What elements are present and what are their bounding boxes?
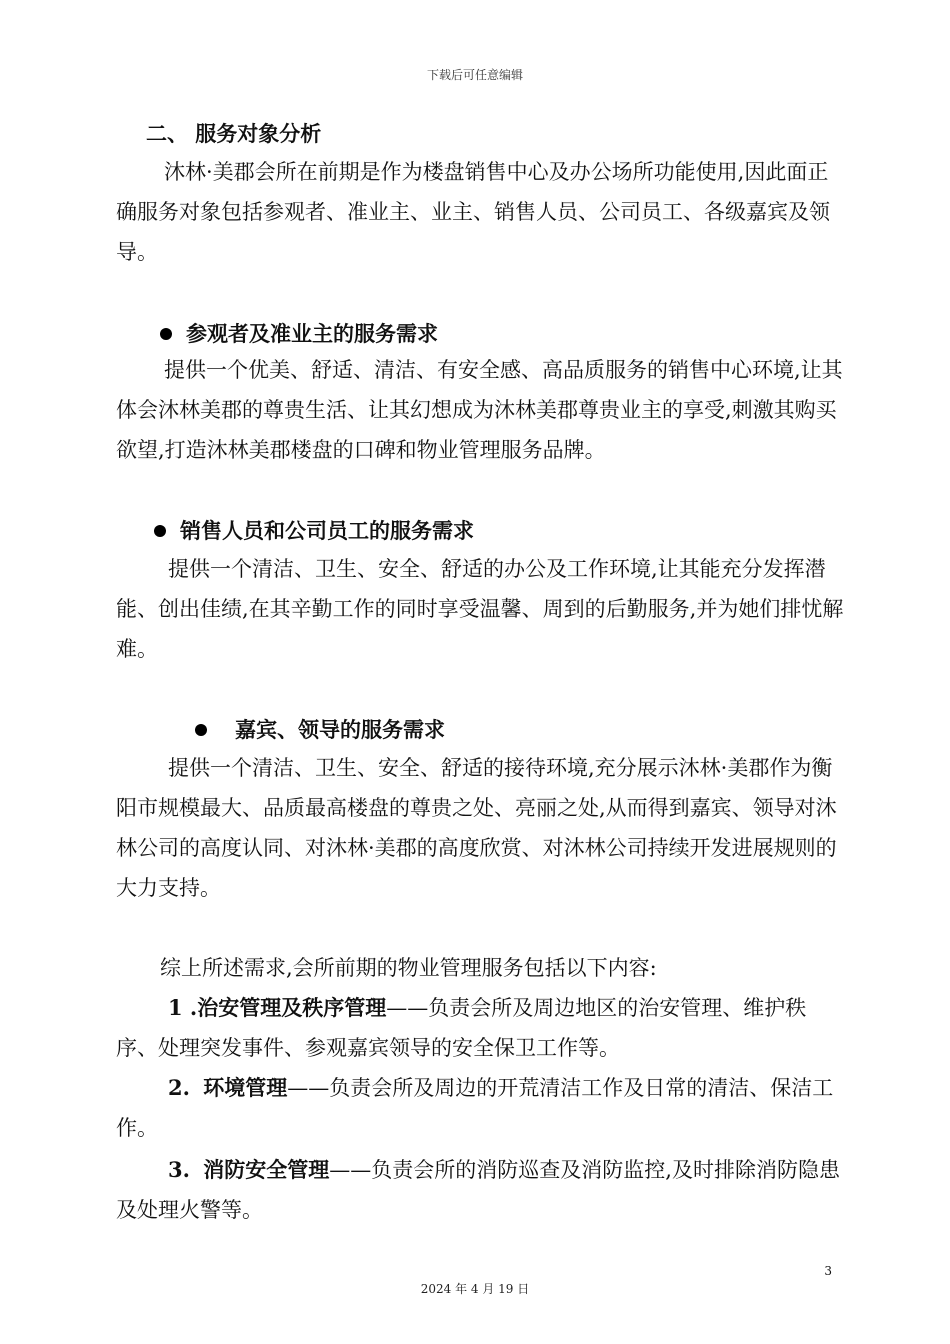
group-1-title: 参观者及准业主的服务需求 — [160, 318, 438, 348]
summary-text: 综上所述需求,会所前期的物业管理服务包括以下内容: — [160, 956, 657, 980]
item-3-text: ——负责会所的消防巡查及消防监控,及时排除消防隐患及处理火警等。 — [116, 1158, 840, 1222]
group-2-paragraph — [116, 549, 846, 669]
group-3-text: 提供一个清洁、卫生、安全、舒适的接待环境,充分展示沐林·美郡作为衡阳市规模最大、品质最高楼盘的尊贵之处、亮丽之处,从而得到嘉宾、领导对沐林公司的高度认同、对沐林·美郡的高度欣赏、对沐林公司持续开发进展规则的大力支持。 — [116, 756, 837, 900]
item-1-title: 治安管理及秩序管理 — [197, 995, 387, 1020]
bullet-icon — [154, 525, 166, 537]
group-2-title: 销售人员和公司员工的服务需求 — [154, 515, 474, 545]
item-2-number: 2. — [168, 1075, 190, 1100]
group-3-paragraph — [116, 748, 846, 908]
group-3-title: 嘉宾、领导的服务需求 — [195, 714, 445, 744]
group-1-paragraph — [116, 350, 846, 470]
item-3 — [116, 1150, 846, 1230]
bullet-icon — [195, 724, 207, 736]
intro-paragraph — [116, 152, 846, 272]
item-1-text: ——负责会所及周边地区的治安管理、维护秩序、处理突发事件、参观嘉宾领导的安全保卫工作等。 — [116, 996, 807, 1060]
section-title: 二、 服务对象分析 — [146, 121, 322, 146]
group-1-text: 提供一个优美、舒适、清洁、有安全感、高品质服务的销售中心环境,让其体会沐林美郡的尊贵生活、让其幻想成为沐林美郡尊贵业主的享受,刺激其购买欲望,打造沐林美郡楼盘的口碑和物业管理服务品牌。 — [116, 358, 843, 462]
page-number: 3 — [824, 1264, 832, 1278]
item-2-text: ——负责会所及周边的开荒清洁工作及日常的清洁、保洁工作。 — [116, 1076, 834, 1140]
item-2-title: 环境管理 — [203, 1075, 288, 1100]
item-3-title: 消防安全管理 — [203, 1157, 330, 1182]
item-1-number: 1 . — [168, 995, 198, 1020]
footer-date: 2024 年 4 月 19 日 — [420, 1282, 530, 1296]
bullet-icon — [160, 328, 172, 340]
group-2-text: 提供一个清洁、卫生、安全、舒适的办公及工作环境,让其能充分发挥潜能、创出佳绩,在其辛勤工作的同时享受温馨、周到的后勤服务,并为她们排忧解难。 — [116, 557, 844, 661]
intro-text: 沐林·美郡会所在前期是作为楼盘销售中心及办公场所功能使用,因此面正确服务对象包括参观者、准业主、业主、销售人员、公司员工、各级嘉宾及领导。 — [116, 160, 830, 264]
page-header: 下载后可任意编辑 — [426, 68, 523, 82]
item-2 — [116, 1068, 846, 1148]
summary-paragraph — [116, 948, 846, 988]
item-1 — [116, 988, 846, 1068]
item-3-number: 3. — [168, 1157, 190, 1182]
